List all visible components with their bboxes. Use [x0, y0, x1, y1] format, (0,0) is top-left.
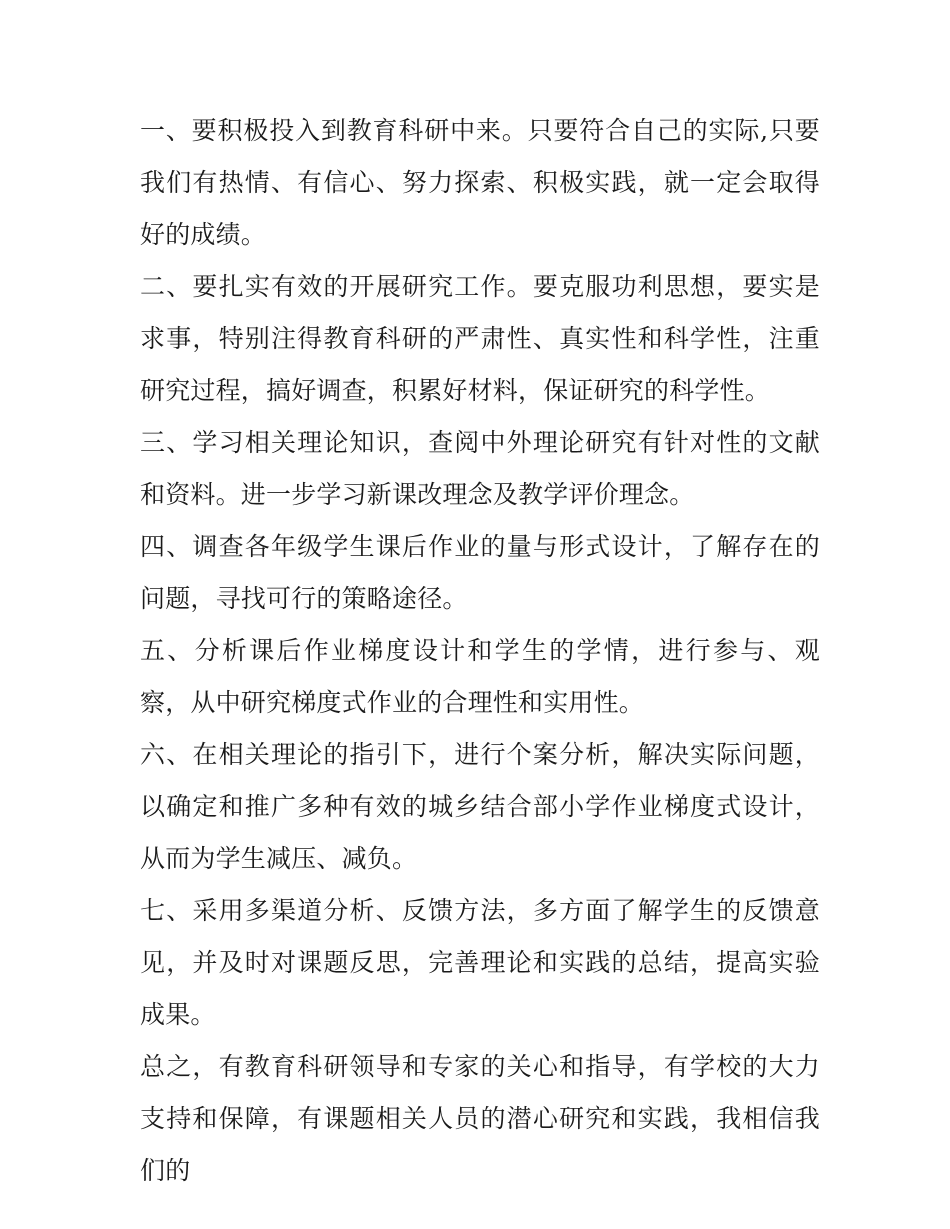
paragraph-4: 四、调查各年级学生课后作业的量与形式设计，了解存在的问题，寻找可行的策略途径。 — [140, 532, 820, 613]
document-body — [140, 105, 820, 1197]
paragraph-1: 一、要积极投入到教育科研中来。只要符合自己的实际,只要我们有热情、有信心、努力探索、积极实践，就一定会取得好的成绩。 — [140, 116, 820, 249]
paragraph-3: 三、学习相关理论知识，查阅中外理论研究有针对性的文献和资料。进一步学习新课改理念及教学评价理念。 — [140, 428, 820, 509]
paragraph-6: 六、在相关理论的指引下，进行个案分析，解决实际问题，以确定和推广多种有效的城乡结合部小学作业梯度式设计，从而为学生减压、减负。 — [140, 740, 820, 873]
paragraph-5: 五、分析课后作业梯度设计和学生的学情，进行参与、观察，从中研究梯度式作业的合理性和实用性。 — [140, 636, 820, 717]
paragraph-7: 七、采用多渠道分析、反馈方法，多方面了解学生的反馈意见，并及时对课题反思，完善理论和实践的总结，提高实验成果。 — [140, 896, 820, 1029]
paragraph-2: 二、要扎实有效的开展研究工作。要克服功利思想，要实是求事，特别注得教育科研的严肃性、真实性和科学性，注重研究过程，搞好调查，积累好材料，保证研究的科学性。 — [140, 272, 820, 405]
paragraph-8: 总之，有教育科研领导和专家的关心和指导，有学校的大力支持和保障，有课题相关人员的潜心研究和实践，我相信我们的 — [140, 1052, 820, 1185]
